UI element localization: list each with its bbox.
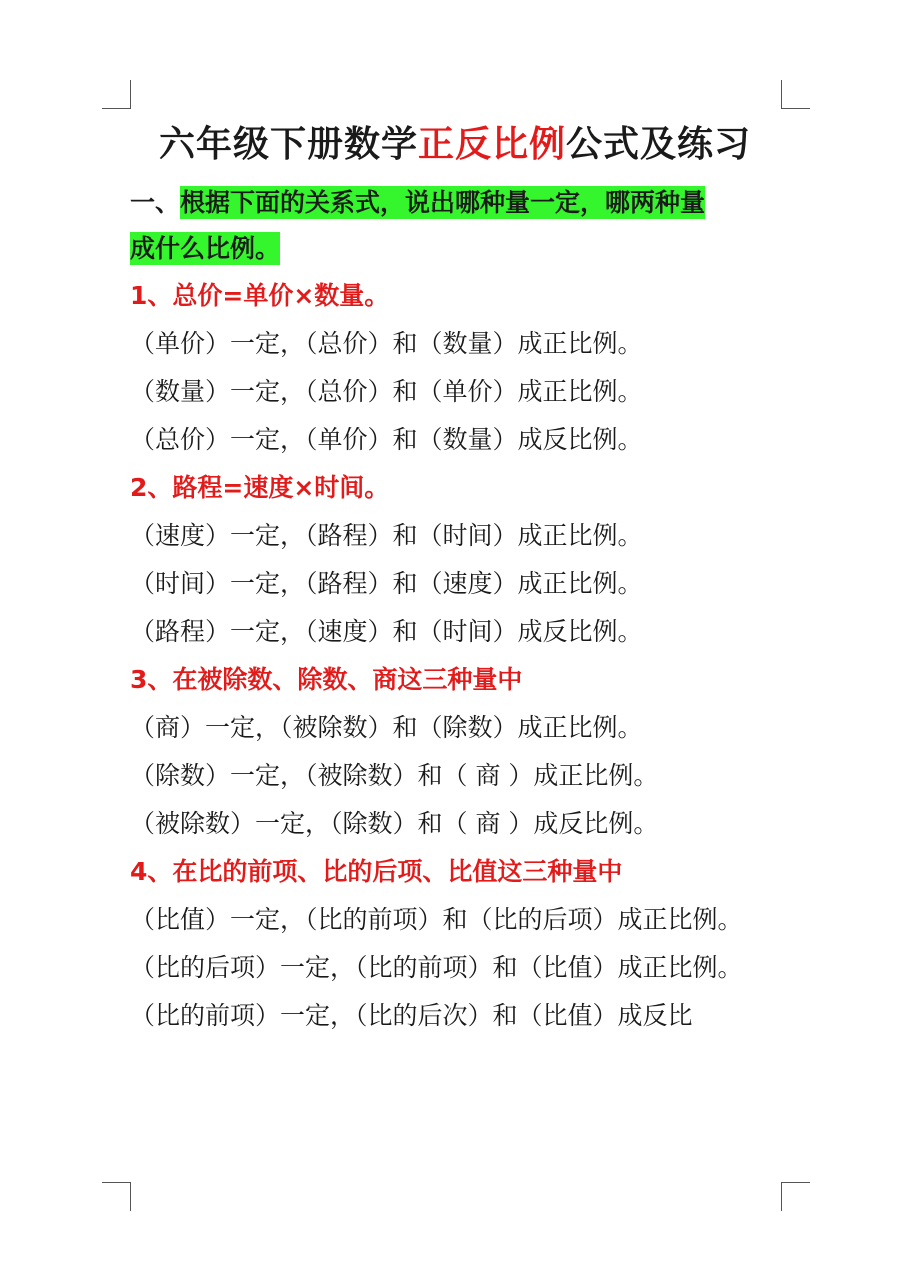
formula-heading: 1、总价=单价×数量。 (130, 281, 390, 310)
answer-line: （时间）一定，（路程）和（速度）成正比例。 (130, 569, 643, 598)
answer-line: （比的后项）一定，（比的前项）和（比值）成正比例。 (130, 953, 743, 982)
formula-heading: 4、在比的前项、比的后项、比值这三种量中 (130, 857, 623, 886)
section-1-highlight-line-2: 成什么比例。 (130, 234, 281, 263)
formula-group-3 (130, 656, 780, 848)
page-title (130, 118, 780, 172)
section-1-highlight-line-1: 根据下面的关系式，说出哪种量一定，哪两种量 (180, 188, 706, 217)
formula-heading: 2、路程=速度×时间。 (130, 473, 390, 502)
title-part-1: 六年级下册数学 (158, 124, 418, 165)
document-page (130, 118, 780, 1040)
section-1-heading (130, 180, 780, 272)
answer-line: （比值）一定，（比的前项）和（比的后项）成正比例。 (130, 905, 743, 934)
crop-mark-top-left (102, 80, 131, 109)
section-1-prefix: 一、 (130, 188, 181, 217)
crop-mark-top-right (781, 80, 810, 109)
title-part-3: 公式及练习 (566, 124, 752, 165)
answer-line: （总价）一定，（单价）和（数量）成反比例。 (130, 425, 643, 454)
formula-group-4 (130, 848, 780, 1040)
formula-group-2 (130, 464, 780, 656)
formula-group-1 (130, 272, 780, 464)
formula-heading: 3、在被除数、除数、商这三种量中 (130, 665, 523, 694)
answer-line: （数量）一定，（总价）和（单价）成正比例。 (130, 377, 643, 406)
crop-mark-bottom-left (102, 1182, 131, 1211)
crop-mark-bottom-right (781, 1182, 810, 1211)
answer-line: （比的前项）一定，（比的后次）和（比值）成反比 (130, 1001, 693, 1030)
answer-line: （单价）一定，（总价）和（数量）成正比例。 (130, 329, 643, 358)
answer-line: （商）一定，（被除数）和（除数）成正比例。 (130, 713, 643, 742)
answer-line: （速度）一定，（路程）和（时间）成正比例。 (130, 521, 643, 550)
answer-line: （除数）一定，（被除数）和（ 商 ）成正比例。 (130, 761, 659, 790)
answer-line: （路程）一定，（速度）和（时间）成反比例。 (130, 617, 643, 646)
title-part-2-highlight: 正反比例 (417, 124, 566, 165)
answer-line: （被除数）一定，（除数）和（ 商 ）成反比例。 (130, 809, 659, 838)
